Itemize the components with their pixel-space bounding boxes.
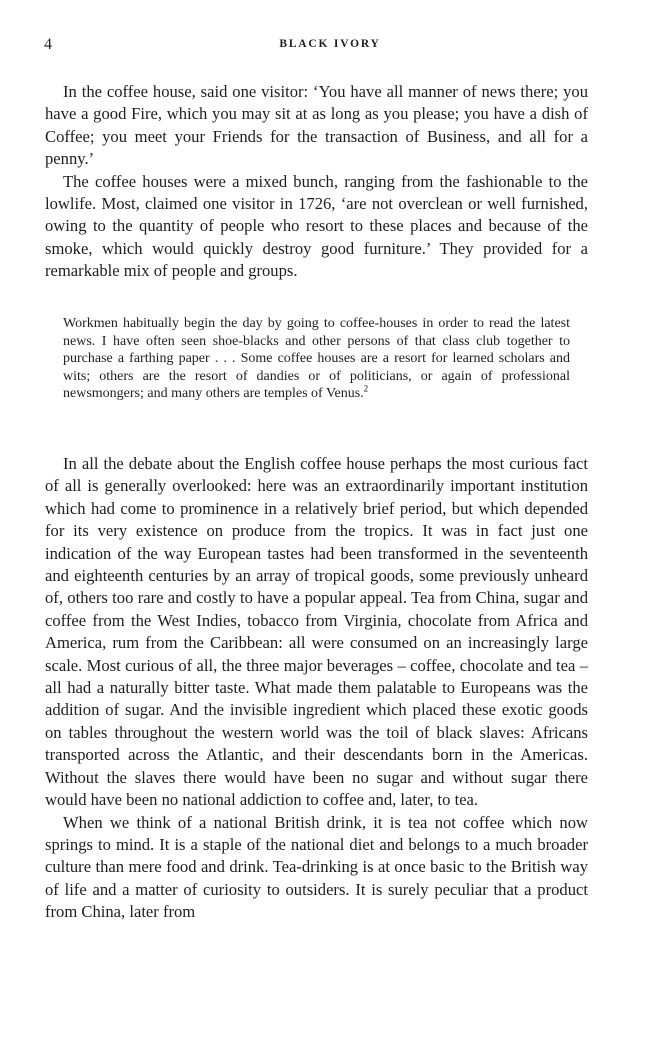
paragraph: The coffee houses were a mixed bunch, ranging from the fashionable to the lowlife. Most, claimed one visitor in 1726, ‘are not overclean or well furnished, owing to the quantity of people who resort to these places and because of the smoke, which would quickly destroy good furniture.’ They provided for a remarkable mix of people and groups. (45, 171, 588, 281)
block-quote-text: Workmen habitually begin the day by going to coffee-houses in order to read the latest news. I have often seen shoe-blacks and other persons of that class club together to purchase a farthing paper . . . Some coffee houses are a resort for learned scholars and wits; others are the resort of dandies or of politicians, or again of professional newsmongers; and many others are temples of Venus. (63, 316, 570, 402)
footnote-reference[interactable]: 2 (363, 383, 369, 394)
block-quote (63, 315, 570, 403)
body-section-before-quote (45, 81, 588, 283)
page-number: 4 (44, 36, 52, 53)
paragraph: In the coffee house, said one visitor: ‘You have all manner of news there; you have a good Fire, which you may sit at as long as you please; you have a dish of Coffee; you meet your Friends for the transaction of Business, and all for a penny.’ (45, 82, 588, 169)
running-title: BLACK IVORY (279, 38, 381, 50)
paragraph: In all the debate about the English coffee house perhaps the most curious fact of all is generally overlooked: here was an extraordinarily important institution which had come to prominence in a relatively brief period, but which depended for its very existence on produce from the tropics. It was in fact just one indication of the way European tastes had been transformed in the seventeenth and eighteenth centuries by an array of tropical goods, some previously unheard of, others too rare and costly to have a popular appeal. Tea from China, sugar and coffee from the West Indies, tobacco from Virginia, chocolate from Africa and America, rum from the Caribbean: all were consumed on an increasingly large scale. Most curious of all, the three major beverages – coffee, chocolate and tea – all had a naturally bitter taste. What made them palatable to Europeans was the addition of sugar. And the invisible ingredient which placed these exotic goods on tables throughout the western world was the toil of black slaves: Africans transported across the Atlantic, and their descendants born in the Americas. Without the slaves there would have been no sugar and without sugar there would have been no national addiction to coffee and, later, to tea. (45, 454, 588, 810)
paragraph: When we think of a national British drink, it is tea not coffee which now springs to mind. It is a staple of the national diet and belongs to a much broader culture than mere food and drink. Tea-drinking is at once basic to the British way of life and a matter of curiosity to outsiders. It is surely peculiar that a product from China, later from (45, 812, 588, 922)
body-section-after-quote (45, 453, 588, 924)
